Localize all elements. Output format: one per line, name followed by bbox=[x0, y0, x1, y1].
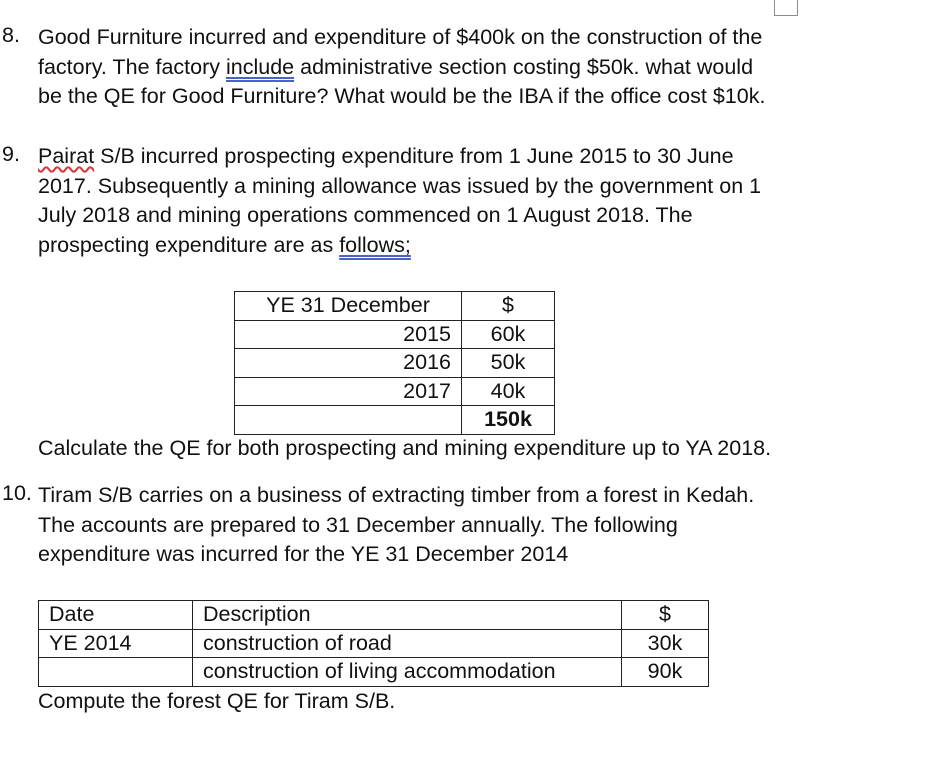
text-line: 2017. Subsequently a mining allowance was issued by the government on 1 bbox=[38, 173, 762, 198]
table-total-cell: 150k bbox=[462, 406, 555, 435]
table-header-cell: Description bbox=[193, 601, 622, 630]
table-header-cell: YE 31 December bbox=[235, 292, 462, 321]
text-fragment: factory. The factory bbox=[38, 54, 226, 79]
table-cell: 90k bbox=[622, 658, 709, 687]
table-cell: 30k bbox=[622, 629, 709, 658]
text-fragment: administrative section costing $50k. what would bbox=[294, 54, 754, 79]
text-fragment: prospecting expenditure are as bbox=[38, 233, 340, 258]
text-line bbox=[38, 53, 765, 83]
table-row bbox=[39, 629, 709, 658]
question-number: 10. bbox=[2, 481, 32, 505]
question-number: 8. bbox=[2, 23, 20, 47]
underlined-word: include bbox=[226, 54, 295, 79]
table-header-row bbox=[39, 601, 709, 630]
table-cell: 60k bbox=[462, 320, 555, 349]
table-cell: 2017 bbox=[235, 377, 462, 406]
table-cell bbox=[39, 658, 193, 687]
table-row bbox=[39, 658, 709, 687]
text-line: Tiram S/B carries on a business of extracting timber from a forest in Kedah. bbox=[38, 483, 755, 507]
table-row bbox=[235, 320, 555, 349]
checkbox[interactable] bbox=[774, 0, 798, 16]
question-number: 9. bbox=[2, 142, 20, 166]
question-text bbox=[38, 23, 765, 112]
spellcheck-word: Pairat bbox=[38, 144, 95, 168]
question-instruction: Calculate the QE for both prospecting and mining expenditure up to YA 2018. bbox=[38, 436, 772, 460]
table-row bbox=[235, 377, 555, 406]
text-line: July 2018 and mining operations commenced on 1 August 2018. The bbox=[38, 203, 693, 228]
text-fragment: S/B incurred prospecting expenditure from 1 June 2015 to 30 June bbox=[94, 144, 734, 168]
text-line: The accounts are prepared to 31 December annually. The following bbox=[38, 512, 678, 537]
expenditure-table bbox=[38, 600, 709, 687]
question-instruction: Compute the forest QE for Tiram S/B. bbox=[38, 689, 396, 713]
prospecting-table bbox=[234, 291, 555, 435]
underlined-word: follows; bbox=[339, 233, 411, 258]
table-cell: 2015 bbox=[235, 320, 462, 349]
table-cell: construction of road bbox=[193, 629, 622, 658]
text-line: be the QE for Good Furniture? What would be the IBA if the office cost $10k. bbox=[38, 84, 766, 109]
text-line bbox=[38, 142, 761, 172]
table-header-row bbox=[235, 292, 555, 321]
text-line bbox=[38, 231, 761, 261]
table-row bbox=[235, 349, 555, 378]
table-header-cell: $ bbox=[622, 601, 709, 630]
question-text bbox=[38, 142, 761, 261]
table-cell: 2016 bbox=[235, 349, 462, 378]
text-line: expenditure was incurred for the YE 31 December 2014 bbox=[38, 542, 569, 567]
table-total-row bbox=[235, 406, 555, 435]
table-cell: 50k bbox=[462, 349, 555, 378]
table-header-cell: Date bbox=[39, 601, 193, 630]
table-cell bbox=[235, 406, 462, 435]
table-cell: construction of living accommodation bbox=[193, 658, 622, 687]
question-text bbox=[38, 481, 754, 570]
text-line: Good Furniture incurred and expenditure of $400k on the construction of the bbox=[38, 25, 763, 49]
table-cell: 40k bbox=[462, 377, 555, 406]
table-cell: YE 2014 bbox=[39, 629, 193, 658]
table-header-cell: $ bbox=[462, 292, 555, 321]
